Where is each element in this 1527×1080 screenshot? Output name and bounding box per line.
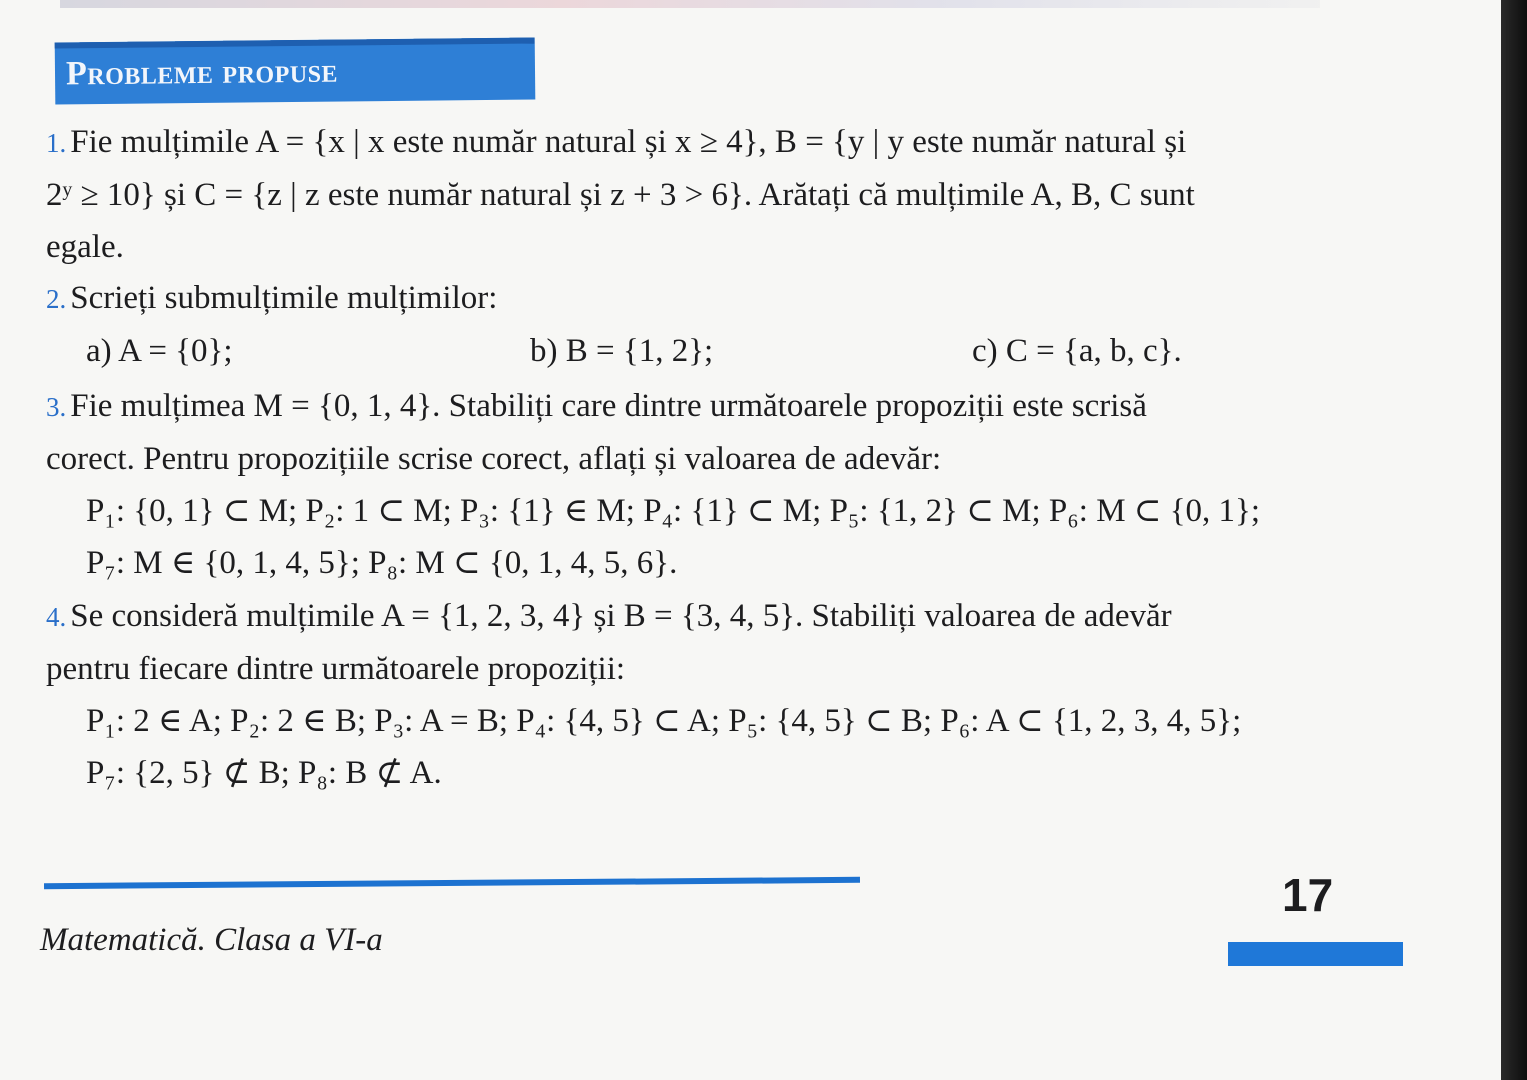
- page-number: 17: [1282, 869, 1334, 921]
- proposition-list: P₇: {2, 5} ⊄ B; P₈: B ⊄ A.: [86, 755, 442, 791]
- proposition-list: P₇: M ∈ {0, 1, 4, 5}; P₈: M ⊂ {0, 1, 4, 5, 6}.: [86, 545, 678, 581]
- problem-line: 2. Scrieți submulțimile mulțimilor:: [46, 280, 498, 316]
- margin-line: [1506, 20, 1508, 680]
- footer-rule: [44, 877, 860, 889]
- problem-number: 3.: [46, 392, 67, 422]
- page-edge-shadow: [1501, 0, 1527, 1080]
- problem-line: egale.: [46, 229, 124, 265]
- problem-line: 4. Se consideră mulțimile A = {1, 2, 3, 4} și B = {3, 4, 5}. Stabiliți valoarea de adevăr: [46, 598, 1172, 634]
- section-heading: Probleme propuse: [65, 52, 339, 93]
- item-c: c) C = {a, b, c}.: [972, 333, 1182, 369]
- problem-number: 2.: [46, 284, 67, 314]
- problem-2: [46, 272, 1386, 377]
- problem-number: 4.: [46, 602, 67, 632]
- problem-line: corect. Pentru propozițiile scrise corect, aflați și valoarea de adevăr:: [46, 441, 942, 477]
- item-a: a) A = {0};: [86, 333, 233, 369]
- problem-line: 3. Fie mulțimea M = {0, 1, 4}. Stabiliți care dintre următoarele propoziții este scrisă: [46, 388, 1147, 424]
- proposition-list: P₁: 2 ∈ A; P₂: 2 ∈ B; P₃: A = B; P₄: {4, 5} ⊂ A; P₅: {4, 5} ⊂ B; P₆: A ⊂ {1, 2, 3, 4, 5};: [86, 703, 1242, 739]
- subset-items: [46, 325, 1386, 377]
- problem-line: 1. Fie mulțimile A = {x | x este număr natural și x ≥ 4}, B = {y | y este număr natural și: [46, 124, 1187, 160]
- problem-3: [46, 380, 1386, 589]
- page-number-bar: [1228, 942, 1403, 966]
- book-title: Matematică. Clasa a VI-a: [40, 922, 383, 958]
- problem-number: 1.: [46, 128, 67, 158]
- problem-line: pentru fiecare dintre următoarele propoziții:: [46, 651, 626, 687]
- problem-4: [46, 590, 1386, 799]
- problem-line: 2ʸ ≥ 10} și C = {z | z este număr natural și z + 3 > 6}. Arătați că mulțimile A, B, C sunt: [46, 177, 1195, 213]
- top-color-strip: [60, 0, 1320, 8]
- proposition-list: P₁: {0, 1} ⊂ M; P₂: 1 ⊂ M; P₃: {1} ∈ M; P₄: {1} ⊂ M; P₅: {1, 2} ⊂ M; P₆: M ⊂ {0, 1};: [86, 493, 1261, 529]
- item-b: b) B = {1, 2};: [530, 333, 714, 369]
- problem-1: [46, 116, 1386, 273]
